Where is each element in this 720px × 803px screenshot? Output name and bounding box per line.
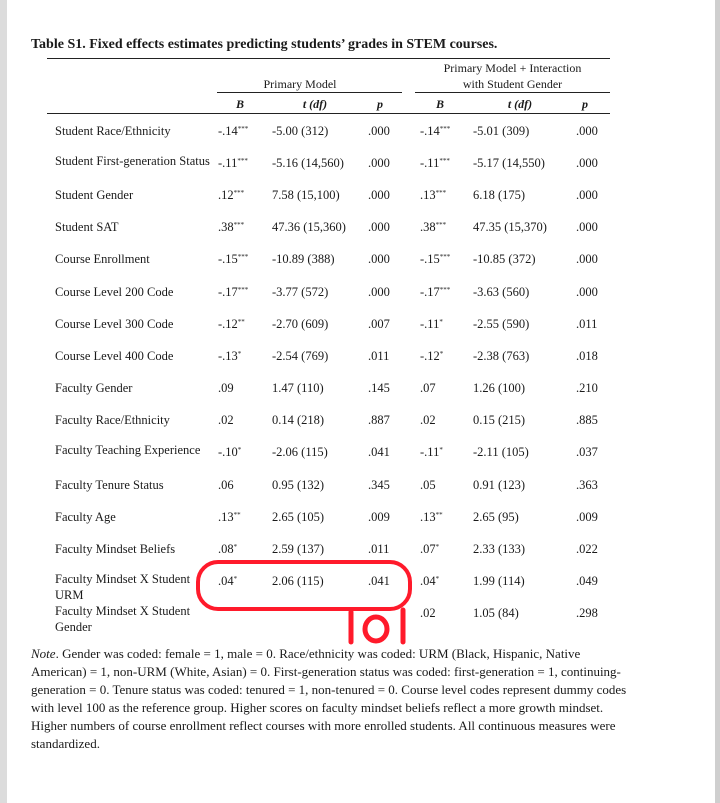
cell-value: .887 xyxy=(368,413,390,427)
cell-value: .011 xyxy=(576,317,598,331)
significance-stars: * xyxy=(233,575,238,583)
significance-stars: *** xyxy=(233,189,245,197)
cell-b-primary xyxy=(218,444,241,460)
significance-stars: *** xyxy=(439,125,451,133)
cell-p-interaction xyxy=(576,573,598,589)
cell-value: -.15 xyxy=(420,252,440,266)
cell-value: .13 xyxy=(420,510,436,524)
cell-b-interaction xyxy=(420,509,443,525)
significance-stars: ** xyxy=(435,511,443,519)
cell-value: .000 xyxy=(576,156,598,170)
cell-t-primary xyxy=(272,123,328,139)
significance-stars: * xyxy=(439,446,443,454)
cell-b-interaction xyxy=(420,412,436,428)
cell-b-primary xyxy=(218,155,248,171)
table-note xyxy=(31,645,631,753)
cell-value: 0.15 (215) xyxy=(473,413,526,427)
row-label: Course Level 300 Code xyxy=(55,317,174,331)
significance-stars: * xyxy=(439,350,444,358)
row-label: Faculty Tenure Status xyxy=(55,478,164,492)
cell-value: .04 xyxy=(218,574,234,588)
cell-value: .022 xyxy=(576,542,598,556)
cell-value: .000 xyxy=(576,124,598,138)
significance-stars: * xyxy=(439,318,443,326)
col-header-b-interaction: B xyxy=(435,97,444,111)
cell-value: -5.00 (312) xyxy=(272,124,329,138)
cell-t-primary xyxy=(272,541,324,557)
col-header-t-primary: t (df) xyxy=(302,97,328,111)
cell-b-interaction xyxy=(420,316,443,332)
row-label: Course Level 400 Code xyxy=(55,349,174,363)
cell-p-interaction xyxy=(576,380,598,396)
cell-p-interaction xyxy=(576,219,598,235)
top-rule xyxy=(47,58,610,59)
cell-value: .145 xyxy=(368,381,390,395)
primary-model-rule xyxy=(217,92,402,93)
cell-value: -.11 xyxy=(420,317,440,331)
cell-value: -.12 xyxy=(218,317,238,331)
cell-t-primary xyxy=(272,509,324,525)
cell-t-interaction xyxy=(473,123,529,139)
cell-b-primary xyxy=(218,187,244,203)
cell-value: -2.55 (590) xyxy=(473,317,530,331)
cell-value: .000 xyxy=(368,252,390,266)
cell-value: .000 xyxy=(576,252,598,266)
cell-value: 1.05 (84) xyxy=(473,606,519,620)
significance-stars: *** xyxy=(233,221,245,229)
cell-value: 2.06 (115) xyxy=(272,574,324,588)
cell-t-interaction xyxy=(473,444,529,460)
significance-stars: *** xyxy=(439,157,450,165)
cell-value: .000 xyxy=(368,285,390,299)
interaction-model-rule xyxy=(415,92,610,93)
cell-t-interaction xyxy=(473,187,525,203)
cell-b-primary xyxy=(218,316,245,332)
cell-value: .011 xyxy=(368,349,390,363)
cell-p-interaction xyxy=(576,316,597,332)
cell-value: .38 xyxy=(218,220,234,234)
cell-value: -3.77 (572) xyxy=(272,285,329,299)
cell-p-primary xyxy=(368,123,390,139)
primary-model-header: Primary Model xyxy=(263,77,337,91)
cell-value: 1.99 (114) xyxy=(473,574,525,588)
header-bottom-rule xyxy=(47,113,610,114)
cell-value: 6.18 (175) xyxy=(473,188,526,202)
cell-value: .011 xyxy=(368,542,390,556)
cell-value: -.11 xyxy=(420,156,440,170)
cell-t-primary xyxy=(272,348,328,364)
row-label: Faculty Mindset Beliefs xyxy=(55,542,176,556)
cell-t-interaction xyxy=(473,380,525,396)
cell-p-interaction xyxy=(576,605,598,621)
cell-b-primary xyxy=(218,123,248,139)
cell-b-primary xyxy=(218,412,234,428)
right-page-edge xyxy=(715,0,720,803)
interaction-model-header-line2: with Student Gender xyxy=(462,77,563,91)
cell-t-primary xyxy=(272,219,346,235)
cell-value: -2.11 (105) xyxy=(473,445,529,459)
cell-value: -.12 xyxy=(420,349,440,363)
cell-b-interaction xyxy=(420,219,446,235)
row-label: Student SAT xyxy=(55,220,119,234)
significance-stars: *** xyxy=(237,286,249,294)
cell-p-primary xyxy=(368,509,390,525)
cell-value: .06 xyxy=(218,478,234,492)
cell-p-primary xyxy=(368,284,390,300)
cell-b-primary xyxy=(218,509,241,525)
cell-t-interaction xyxy=(473,541,525,557)
cell-b-interaction xyxy=(420,123,450,139)
significance-stars: ** xyxy=(237,318,245,326)
cell-t-interaction xyxy=(473,509,519,525)
cell-value: .13 xyxy=(218,510,234,524)
cell-b-interaction xyxy=(420,187,446,203)
cell-value: 2.65 (105) xyxy=(272,510,325,524)
table-title: Table S1. Fixed effects estimates predicting students’ grades in STEM courses. xyxy=(31,37,498,52)
cell-value: 47.35 (15,370) xyxy=(473,220,547,234)
cell-value: .345 xyxy=(368,478,390,492)
col-header-p-primary: p xyxy=(377,97,383,111)
cell-p-interaction xyxy=(576,155,598,171)
row-label: Student Race/Ethnicity xyxy=(55,124,171,138)
cell-value: .041 xyxy=(368,574,390,588)
cell-t-primary xyxy=(272,251,335,267)
cell-b-primary xyxy=(218,380,234,396)
col-header-b-primary: B xyxy=(235,97,244,111)
significance-stars: * xyxy=(435,575,440,583)
cell-p-primary xyxy=(368,412,390,428)
cell-p-interaction xyxy=(576,123,598,139)
cell-t-interaction xyxy=(473,412,525,428)
cell-value: .02 xyxy=(218,413,234,427)
cell-t-primary xyxy=(272,444,328,460)
cell-value: -.17 xyxy=(218,285,238,299)
note-text: . Gender was coded: female = 1, male = 0. Race/ethnicity was coded: URM (Black, Hispanic, Native American) = 1, non-URM (White, Asian) = 0. First-generation status was coded: first-generation = 1, continuing-generation = 0. Tenure status was coded: tenured = 1, non-tenured = 0. Course level codes represent dummy codes with level 100 as the reference group. Higher scores on faculty mindset beliefs reflect a more growth mindset. Higher numbers of course enrollment reflect courses with more enrolled students. All continuous measures were standardized. xyxy=(31,646,627,751)
cell-p-interaction xyxy=(576,477,598,493)
significance-stars: * xyxy=(237,446,242,454)
cell-b-interaction xyxy=(420,284,450,300)
cell-value: .08 xyxy=(218,542,234,556)
cell-p-interaction xyxy=(576,284,598,300)
significance-stars: *** xyxy=(435,189,447,197)
cell-value: .07 xyxy=(420,542,436,556)
cell-value: .09 xyxy=(218,381,234,395)
row-label: Faculty Mindset X Student URM xyxy=(55,572,191,602)
cell-value: .009 xyxy=(576,510,598,524)
cell-value: .000 xyxy=(368,156,390,170)
cell-p-primary xyxy=(368,219,390,235)
cell-p-interaction xyxy=(576,251,598,267)
cell-p-interaction xyxy=(576,541,598,557)
cell-t-primary xyxy=(272,380,324,396)
cell-b-interaction xyxy=(420,444,443,460)
cell-p-primary xyxy=(368,155,390,171)
cell-value: .000 xyxy=(576,285,598,299)
cell-value: .05 xyxy=(420,478,436,492)
left-page-edge xyxy=(0,0,7,803)
cell-value: -.11 xyxy=(420,445,440,459)
cell-value: -2.06 (115) xyxy=(272,445,328,459)
cell-t-primary xyxy=(272,155,344,171)
row-label: Faculty Teaching Experience xyxy=(55,443,201,457)
cell-t-interaction xyxy=(473,284,529,300)
col-header-t-interaction: t (df) xyxy=(507,97,533,111)
cell-p-primary xyxy=(368,187,390,203)
cell-value: -.10 xyxy=(218,445,238,459)
cell-value: .38 xyxy=(420,220,436,234)
cell-value: .02 xyxy=(420,413,436,427)
cell-t-interaction xyxy=(473,477,525,493)
cell-p-primary xyxy=(368,541,389,557)
cell-b-interaction xyxy=(420,380,436,396)
cell-value: .210 xyxy=(576,381,598,395)
cell-t-primary xyxy=(272,187,340,203)
cell-t-interaction xyxy=(473,251,536,267)
cell-value: -5.01 (309) xyxy=(473,124,530,138)
significance-stars: * xyxy=(233,543,238,551)
cell-value: .041 xyxy=(368,445,390,459)
cell-b-primary xyxy=(218,219,244,235)
cell-b-interaction xyxy=(420,251,450,267)
significance-stars: *** xyxy=(439,286,451,294)
cell-value: -.11 xyxy=(218,156,238,170)
cell-value: .000 xyxy=(576,220,598,234)
cell-b-primary xyxy=(218,348,241,364)
significance-stars: *** xyxy=(435,221,447,229)
significance-stars: * xyxy=(237,350,242,358)
cell-t-interaction xyxy=(473,316,529,332)
cell-value: 2.33 (133) xyxy=(473,542,526,556)
cell-value: .000 xyxy=(576,188,598,202)
cell-value: -.14 xyxy=(420,124,440,138)
cell-value: -5.16 (14,560) xyxy=(272,156,344,170)
cell-t-primary xyxy=(272,477,324,493)
cell-value: -.13 xyxy=(218,349,238,363)
cell-b-primary xyxy=(218,477,234,493)
cell-value: .04 xyxy=(420,574,436,588)
cell-t-interaction xyxy=(473,605,519,621)
cell-b-interaction xyxy=(420,541,439,557)
cell-b-primary xyxy=(218,541,237,557)
cell-p-primary xyxy=(368,444,390,460)
cell-value: 1.26 (100) xyxy=(473,381,526,395)
cell-t-interaction xyxy=(473,348,529,364)
cell-value: -2.54 (769) xyxy=(272,349,329,363)
row-label: Student Gender xyxy=(55,188,134,202)
cell-p-interaction xyxy=(576,348,598,364)
cell-b-primary xyxy=(218,251,248,267)
cell-value: 0.95 (132) xyxy=(272,478,325,492)
cell-p-interaction xyxy=(576,412,598,428)
cell-p-primary xyxy=(368,348,389,364)
cell-value: .000 xyxy=(368,124,390,138)
cell-b-interaction xyxy=(420,573,439,589)
cell-value: -.15 xyxy=(218,252,238,266)
cell-value: .037 xyxy=(576,445,598,459)
cell-value: 47.36 (15,360) xyxy=(272,220,346,234)
cell-t-primary xyxy=(272,412,324,428)
row-label: Faculty Gender xyxy=(55,381,133,395)
cell-p-primary xyxy=(368,316,390,332)
cell-value: .000 xyxy=(368,220,390,234)
col-header-p-interaction: p xyxy=(582,97,588,111)
cell-b-interaction xyxy=(420,348,443,364)
cell-value: 2.59 (137) xyxy=(272,542,325,556)
cell-value: .07 xyxy=(420,381,436,395)
cell-t-primary xyxy=(272,284,328,300)
cell-value: .000 xyxy=(368,188,390,202)
cell-value: 0.91 (123) xyxy=(473,478,526,492)
cell-b-interaction xyxy=(420,477,436,493)
cell-value: -10.85 (372) xyxy=(473,252,536,266)
cell-value: .298 xyxy=(576,606,598,620)
cell-p-primary xyxy=(368,251,390,267)
cell-value: -5.17 (14,550) xyxy=(473,156,545,170)
cell-value: 1.47 (110) xyxy=(272,381,324,395)
cell-b-primary xyxy=(218,284,248,300)
cell-p-interaction xyxy=(576,444,598,460)
significance-stars: *** xyxy=(237,157,248,165)
row-label: Course Level 200 Code xyxy=(55,285,174,299)
cell-value: .007 xyxy=(368,317,390,331)
interaction-model-header-line1: Primary Model + Interaction xyxy=(443,61,582,75)
cell-value: .13 xyxy=(420,188,436,202)
cell-value: .885 xyxy=(576,413,598,427)
row-label: Student First-generation Status xyxy=(55,154,210,168)
cell-p-interaction xyxy=(576,509,598,525)
cell-p-primary xyxy=(368,477,390,493)
cell-value: .049 xyxy=(576,574,598,588)
cell-p-interaction xyxy=(576,187,598,203)
cell-value: .12 xyxy=(218,188,234,202)
significance-stars: *** xyxy=(237,253,249,261)
row-label: Faculty Mindset X Student Gender xyxy=(55,604,191,634)
cell-value: -.17 xyxy=(420,285,440,299)
row-label: Course Enrollment xyxy=(55,252,150,266)
cell-value: 2.65 (95) xyxy=(473,510,519,524)
cell-t-interaction xyxy=(473,219,547,235)
cell-t-interaction xyxy=(473,573,525,589)
red-highlight-outline xyxy=(196,560,412,611)
row-label: Faculty Race/Ethnicity xyxy=(55,413,170,427)
cell-value: -10.89 (388) xyxy=(272,252,335,266)
significance-stars: *** xyxy=(439,253,451,261)
cell-t-interaction xyxy=(473,155,545,171)
cell-value: 7.58 (15,100) xyxy=(272,188,340,202)
cell-value: .018 xyxy=(576,349,598,363)
significance-stars: ** xyxy=(233,511,241,519)
cell-p-primary xyxy=(368,380,390,396)
cell-value: .363 xyxy=(576,478,598,492)
significance-stars: *** xyxy=(237,125,249,133)
note-lead: Note xyxy=(31,646,56,661)
cell-b-interaction xyxy=(420,155,450,171)
cell-value: -2.38 (763) xyxy=(473,349,530,363)
cell-t-primary xyxy=(272,316,328,332)
cell-value: -2.70 (609) xyxy=(272,317,329,331)
cell-value: 0.14 (218) xyxy=(272,413,325,427)
row-label: Faculty Age xyxy=(55,510,116,524)
cell-value: .009 xyxy=(368,510,390,524)
handwritten-101-annotation xyxy=(345,606,425,646)
cell-value: -3.63 (560) xyxy=(473,285,530,299)
cell-value: .02 xyxy=(420,606,436,620)
significance-stars: * xyxy=(435,543,440,551)
cell-value: -.14 xyxy=(218,124,238,138)
